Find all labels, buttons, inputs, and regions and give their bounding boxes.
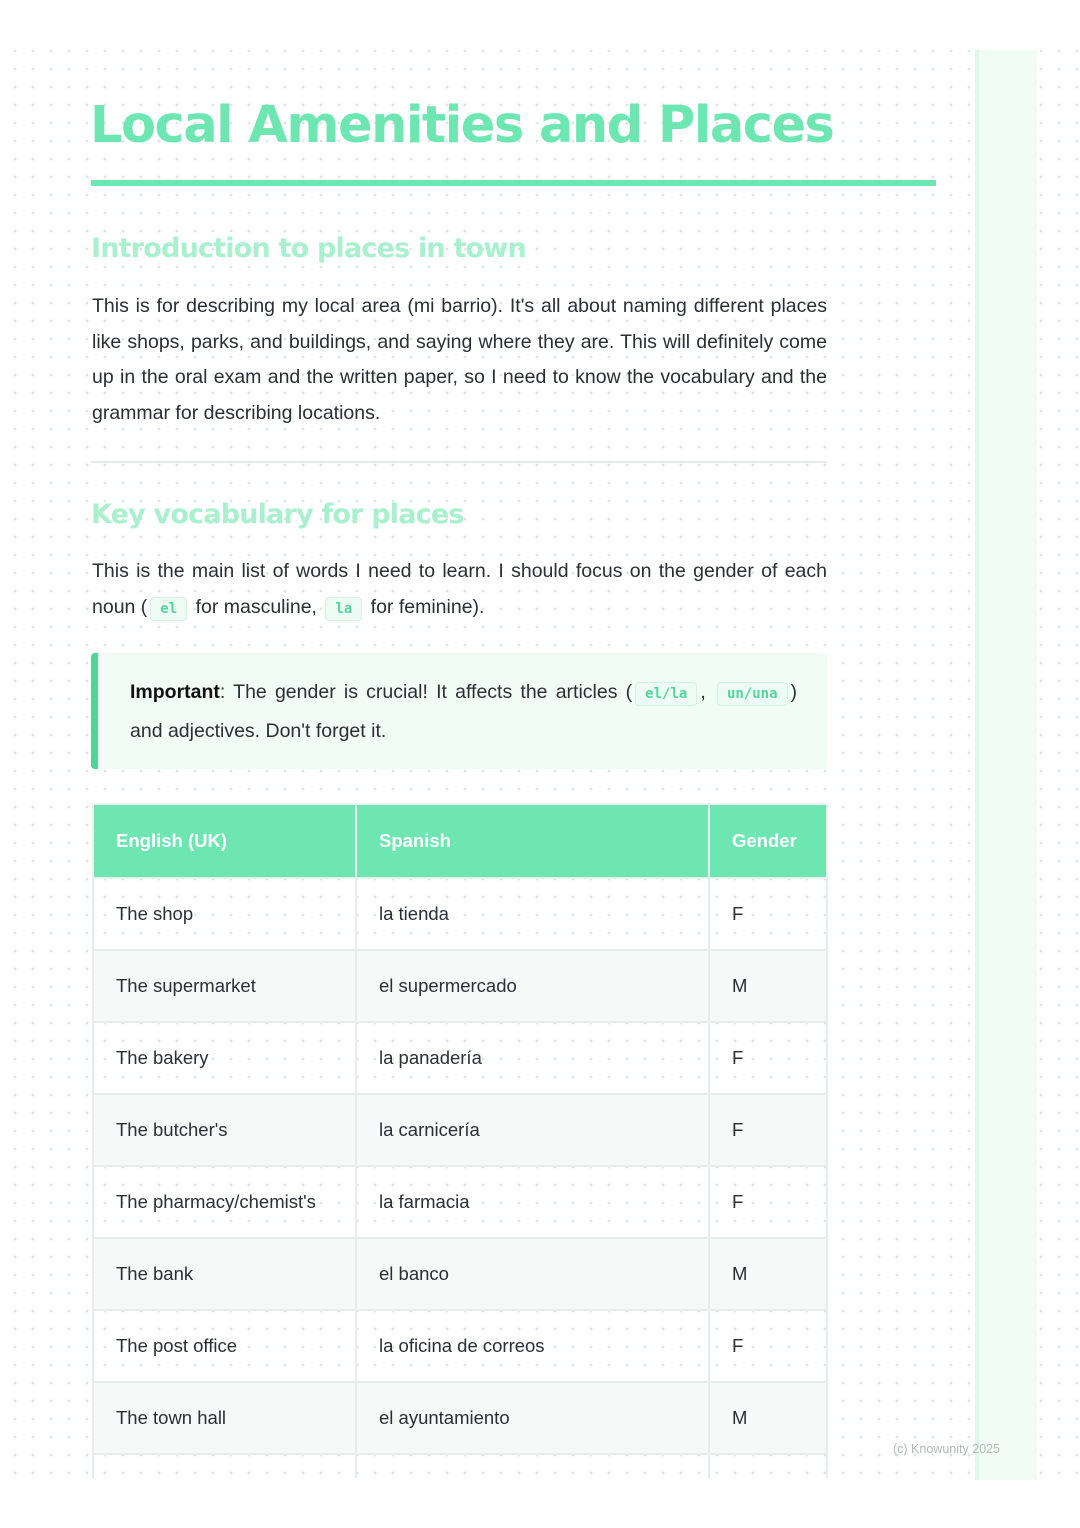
- cell-empty: [93, 1454, 356, 1478]
- cell-gender: F: [709, 878, 827, 950]
- callout-comma: ,: [700, 681, 706, 703]
- cell-english: The post office: [93, 1310, 356, 1382]
- title-underline: [91, 180, 936, 186]
- cell-spanish: el ayuntamiento: [356, 1382, 709, 1454]
- vocab-text-mid: for masculine,: [195, 595, 317, 618]
- code-el-la: el/la: [635, 682, 697, 706]
- callout-text-after: ) and adjectives. Don't forget it.: [130, 681, 798, 742]
- code-la: la: [325, 597, 362, 621]
- side-margin-strip: [975, 50, 1037, 1480]
- table-row: [93, 1310, 827, 1382]
- cell-gender: M: [709, 1382, 827, 1454]
- header-spanish: Spanish: [356, 804, 709, 878]
- cell-spanish: la carnicería: [356, 1094, 709, 1166]
- intro-heading: Introduction to places in town: [91, 233, 526, 264]
- cell-english: The bank: [93, 1238, 356, 1310]
- copyright-footer: (c) Knowunity 2025: [893, 1442, 1001, 1456]
- table-row-cutoff: [93, 1454, 827, 1478]
- section-divider: [91, 461, 827, 463]
- cell-english: The pharmacy/chemist's: [93, 1166, 356, 1238]
- cell-english: The supermarket: [93, 950, 356, 1022]
- cell-spanish: la oficina de correos: [356, 1310, 709, 1382]
- table-row: [93, 1022, 827, 1094]
- vocabulary-table: [92, 803, 828, 1478]
- cell-gender: F: [709, 1094, 827, 1166]
- callout-text-before: : The gender is crucial! It affects the articles (: [219, 681, 633, 703]
- bottom-margin: [0, 1480, 1080, 1528]
- cell-gender: F: [709, 1022, 827, 1094]
- table-row: [93, 1094, 827, 1166]
- cell-gender: M: [709, 950, 827, 1022]
- cell-spanish: la panadería: [356, 1022, 709, 1094]
- header-english: English (UK): [93, 804, 356, 878]
- vocab-heading: Key vocabulary for places: [91, 499, 464, 530]
- code-un-una: un/una: [717, 682, 788, 706]
- cell-empty: [709, 1454, 827, 1478]
- code-el: el: [150, 597, 187, 621]
- intro-paragraph: This is for describing my local area (mi barrio). It's all about naming different places like shops, parks, and buildings, and saying where they are. This will definitely come up in the oral exam and the written paper, so I need to know the vocabulary and the grammar for describing locations.: [92, 295, 827, 424]
- vocab-paragraph: [92, 554, 827, 627]
- table-row: [93, 1238, 827, 1310]
- cell-english: The bakery: [93, 1022, 356, 1094]
- cell-spanish: la farmacia: [356, 1166, 709, 1238]
- table-row: [93, 950, 827, 1022]
- table-row: [93, 1382, 827, 1454]
- header-gender: Gender: [709, 804, 827, 878]
- callout-label: Important: [130, 681, 220, 703]
- callout-text: [130, 674, 797, 750]
- vocab-text-after: for feminine).: [370, 595, 485, 618]
- important-callout: [91, 653, 827, 769]
- cell-english: The butcher's: [93, 1094, 356, 1166]
- cell-gender: F: [709, 1310, 827, 1382]
- cell-empty: [356, 1454, 709, 1478]
- page-title: Local Amenities and Places: [90, 96, 834, 155]
- table-header-row: [93, 804, 827, 878]
- vocab-text-before: This is the main list of words I need to learn. I should focus on the gender of each noun (: [92, 560, 827, 618]
- top-margin: [0, 0, 1080, 50]
- cell-gender: F: [709, 1166, 827, 1238]
- table-row: [93, 878, 827, 950]
- cell-spanish: la tienda: [356, 878, 709, 950]
- table-row: [93, 1166, 827, 1238]
- cell-spanish: el supermercado: [356, 950, 709, 1022]
- cell-english: The town hall: [93, 1382, 356, 1454]
- cell-gender: M: [709, 1238, 827, 1310]
- cell-english: The shop: [93, 878, 356, 950]
- cell-spanish: el banco: [356, 1238, 709, 1310]
